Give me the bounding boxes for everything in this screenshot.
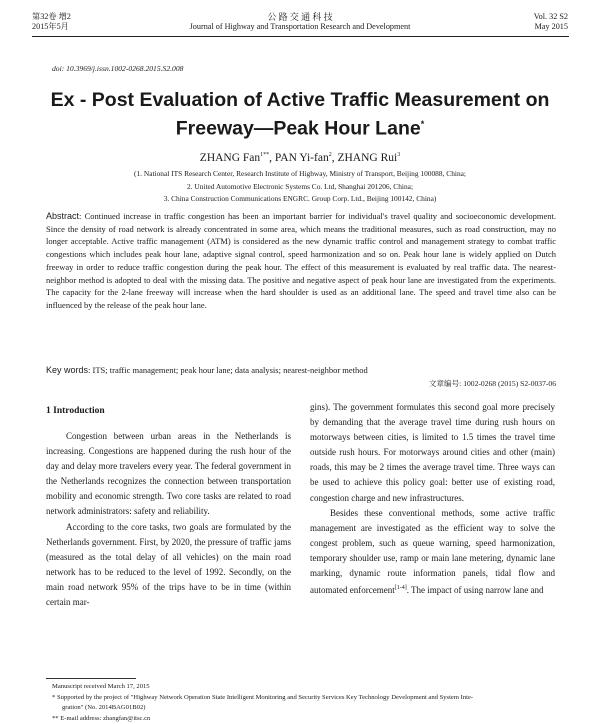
header-issue: Vol. 32 S2 May 2015: [533, 12, 568, 31]
affiliations: [20, 168, 580, 206]
header-journal: 公 路 交 通 科 技 Journal of Highway and Transportation Research and Development: [189, 12, 411, 31]
footnotes: Manuscript received March 17, 2015 * Supported by the project of "Highway Network Operation State Intelligent Monitoring and Security Services Key Technology Development and System Inte- gration" (No. 2014BAG01B02) ** E-mail address: zhangfan@itsc.cn: [52, 682, 562, 724]
footnote-received: Manuscript received March 17, 2015: [52, 683, 150, 690]
footnote-support: * Supported by the project of "Highway Network Operation State Intelligent Monitoring and Security Services Key Technology Development and System Inte-: [52, 693, 474, 701]
paragraph: Besides these conventional methods, some active traffic management are investigated as the efficient way to solve the congest problem, such as queue warning, speed harmonization, temporary shoulder use, ramp or main lane metering, dynamic lane marking, dynamic route information panels, tidal flow and automated enforcement[1-4]. The impact of using narrow lane and: [310, 507, 555, 596]
right-column: [310, 400, 555, 598]
abstract: Abstract: Continued increase in traffic congestion has been an important barrier for individual's travel quality and socioeconomic development. Since the density of road network is already concentrated in some area, which means the traditional measures, such as road construction, may no longer acceptable. Active traffic management (ATM) is considered as the new dynamic traffic control and management strategy to combat traffic congestions which includes peak hour lane, adaptive signal control, speed harmonization and so on. Peak hour lane is widely applied on Dutch freeway in order to reduce traffic congestion during the peak hour. The effect of this measurement is evaluated by real traffic data. The nearest-neighbor method is adopted to deal with the missing data. The positive and negative aspect of peak hour lane are investigated from the experiments. The capacity for the 2-lane freeway will increase when the hard shoulder is used as an additional lane. The speed and travel time also can be influenced by the release of the peak hour lane.: [46, 211, 556, 310]
citation: [1-4]: [394, 585, 407, 592]
affiliation-1: (1. National ITS Research Center, Research Institute of Highway, Ministry of Transport, Beijing 100088, China;: [134, 169, 466, 178]
affiliation-2: 2. United Automotive Electronic Systems Co. Ltd, Shanghai 201206, China;: [186, 181, 413, 191]
affiliation-3: 3. China Construction Communications ENGRC. Group Corp. Ltd., Beijing 100142, China): [163, 194, 437, 204]
doi: doi: 10.3969/j.issn.1002-0268.2015.S2.008: [52, 64, 184, 73]
paper-title: Ex - Post Evaluation of Active Traffic Measurement on Freeway—Peak Hour Lane*: [50, 89, 550, 140]
left-column: [46, 429, 291, 610]
header-rule: [32, 36, 569, 37]
section-heading: 1 Introduction: [46, 406, 105, 416]
footnote-rule: [46, 678, 136, 679]
article-number: 文章编号: 1002-0268 (2015) S2-0037-06: [428, 379, 556, 388]
footnote-email: ** E-mail address: zhangfan@itsc.cn: [52, 714, 151, 722]
header-volume: 第32卷 增2 2015年5月: [32, 12, 71, 31]
abstract-label: Abstract: [46, 211, 80, 221]
paragraph: gins). The government formulates this second goal more precisely by demanding that the average travel time during rush hours on motorways between cities, is limited to 1.5 times the travel time outside rush hours. For motorways around cities and other (main) roads, this may be 2 times the average travel time. Three ways can be used to achieve this policy goal: better use of existing road, congestion charge and new infrastructures.: [310, 402, 555, 503]
keywords: Key words: ITS; traffic management; peak hour lane; data analysis; nearest-neighbor method: [46, 365, 368, 375]
paragraph: According to the core tasks, two goals are formulated by the Netherlands government. First, by 2020, the pressure of traffic jams (measured as the total delay of all vehicles) on the main road network has to be reduced to the level of 1992. Secondly, on the main road network 95% of the trips have to be in time (within certain mar-: [46, 521, 291, 608]
keywords-label: Key words: [46, 365, 89, 375]
paragraph: Congestion between urban areas in the Netherlands is increasing. Congestions are happened during the rush hour of the day and delay more travelers every year. The federal government in the Netherlands recognizes the connection between transportation mobility and economic strength. Two core tasks are related to road network administrators: safety and reliability.: [46, 431, 291, 517]
authors: ZHANG Fan$^{1**}$, PAN Yi-fan$^2$, ZHANG Rui$^3$: [199, 152, 401, 164]
